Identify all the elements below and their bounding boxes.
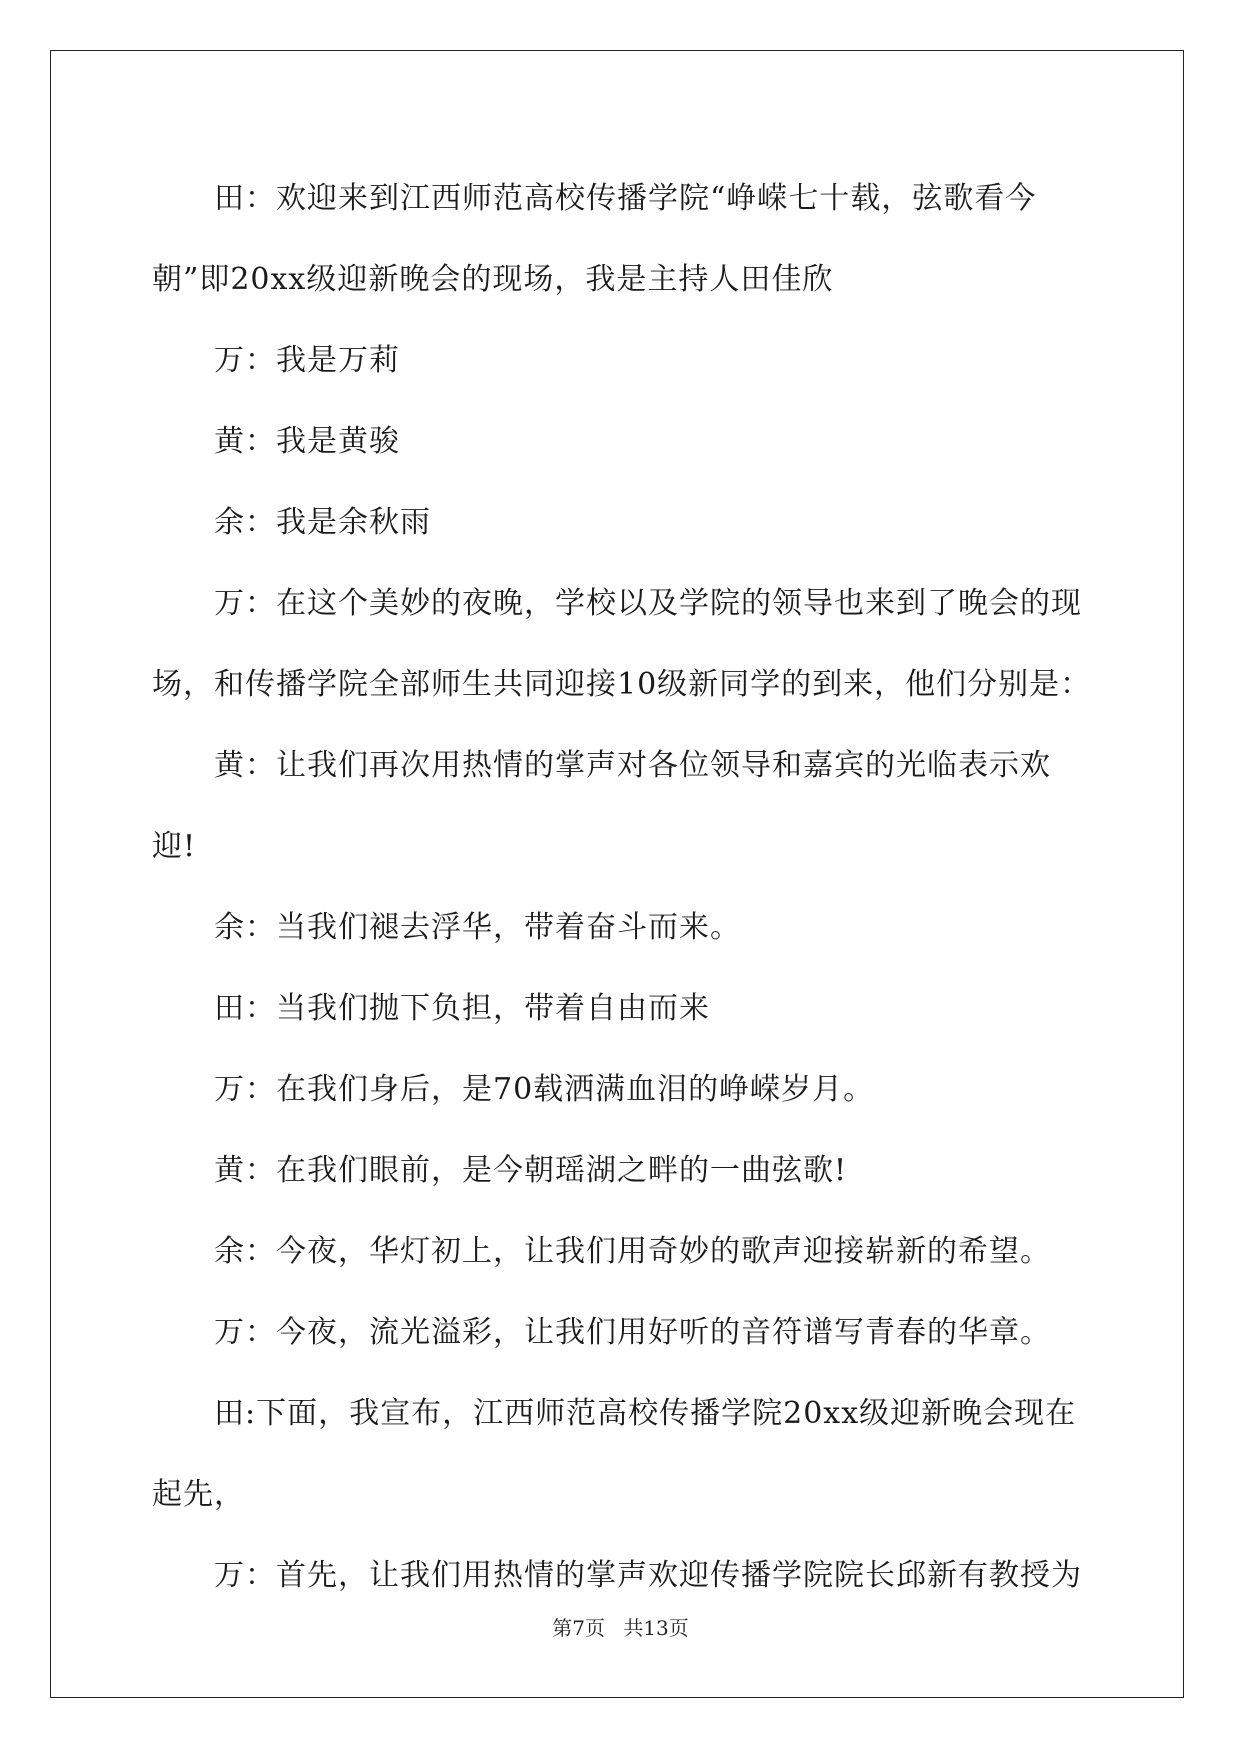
paragraph: 田：欢迎来到江西师范高校传播学院“峥嵘七十载，弦歌看今朝”即20xx级迎新晚会的现场，我是主持人田佳欣 <box>152 181 1037 297</box>
paragraph: 黄：我是黄骏 <box>214 424 400 459</box>
paragraph: 田:下面，我宣布，江西师范高校传播学院20xx级迎新晚会现在起先， <box>152 1396 1077 1512</box>
paragraph: 黄：让我们再次用热情的掌声对各位领导和嘉宾的光临表示欢迎! <box>152 748 1051 864</box>
page-number: 第7页 <box>552 1616 605 1640</box>
paragraph: 万：在这个美妙的夜晚，学校以及学院的领导也来到了晚会的现场，和传播学院全部师生共同迎接10级新同学的到来，他们分别是： <box>152 586 1092 702</box>
paragraph: 余：我是余秋雨 <box>214 505 431 540</box>
page-footer <box>0 1612 1241 1641</box>
paragraph: 万：首先，让我们用热情的掌声欢迎传播学院院长邱新有教授为 <box>214 1558 1082 1593</box>
document-body <box>152 158 1092 1616</box>
paragraph: 余：今夜，华灯初上，让我们用奇妙的歌声迎接崭新的希望。 <box>214 1234 1051 1269</box>
page-total: 共13页 <box>623 1616 689 1640</box>
paragraph: 黄：在我们眼前，是今朝瑶湖之畔的一曲弦歌! <box>214 1153 848 1188</box>
paragraph: 田：当我们抛下负担，带着自由而来 <box>214 991 710 1026</box>
paragraph: 万：我是万莉 <box>214 343 400 378</box>
paragraph: 万：在我们身后，是70载洒满血泪的峥嵘岁月。 <box>214 1072 875 1107</box>
paragraph: 余：当我们褪去浮华，带着奋斗而来。 <box>214 910 741 945</box>
paragraph: 万：今夜，流光溢彩，让我们用好听的音符谱写青春的华章。 <box>214 1315 1051 1350</box>
